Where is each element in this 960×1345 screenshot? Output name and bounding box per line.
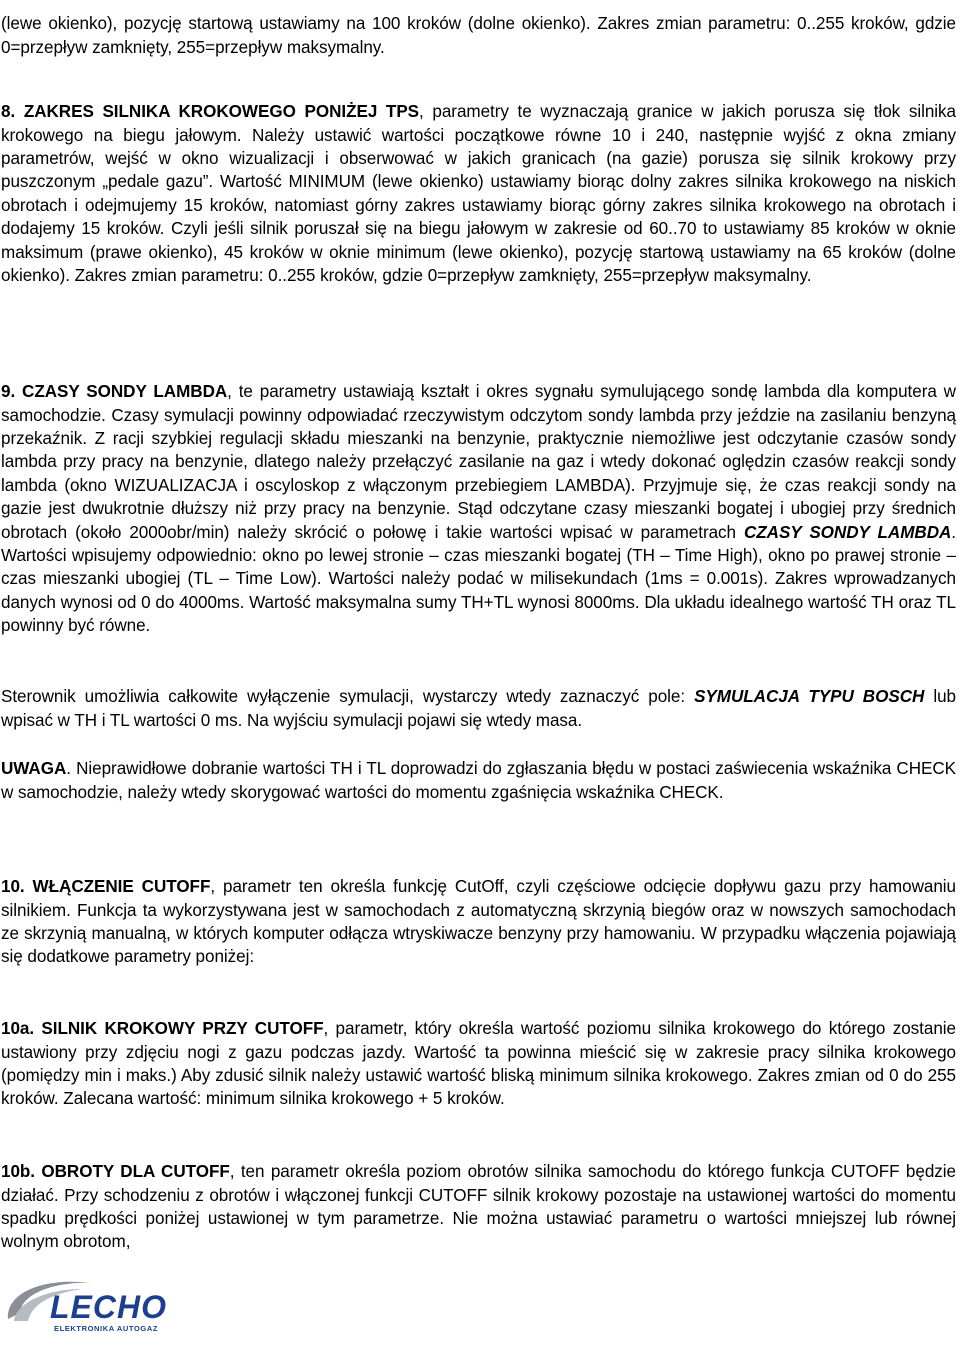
section-9-note-text-a: Sterownik umożliwia całkowite wyłączenie symulacji, wystarczy wtedy zaznaczyć pole:	[1, 687, 695, 707]
section-10b-text: , ten parametr określa poziom obrotów silnika samochodu do którego funkcja CUTOFF będzie działać. Przy schodzeniu z obrotów i włączonej funkcji CUTOFF silnik krokowy pozostaje na ustawionej wartości do momentu spadku prędkości poniżej ustawionej w tym parametrze. Nie można ustawiać parametru o wartości mniejszej lub równej wolnym obrotom,	[1, 1162, 956, 1252]
section-8	[1, 100, 956, 287]
warning-paragraph	[1, 757, 956, 804]
section-9-note-emphasis: SYMULACJA TYPU BOSCH	[694, 687, 925, 707]
section-8-text: , parametry te wyznaczają granice w jakich porusza się tłok silnika krokowego na biegu jałowym. Należy ustawić wartości początkowe równe 10 i 240, następnie wyjść z okna zmiany parametrów, wejść w okno wizualizacji i obserwować w jakich granicach (na gazie) porusza się silnik krokowy przy puszczonym „pedale gazu”. Wartość MINIMUM (lewe okienko) ustawiamy biorąc dolny zakres silnika krokowego na niskich obrotach i odejmujemy 15 kroków, natomiast górny zakres ustawiamy biorąc górny zakres silnika krokowego na obrotach i dodajemy 15 kroków. Czyli jeśli silnik poruszał się na biegu jałowym w zakresie od 60..70 to ustawiamy 85 kroków w oknie maksimum (prawe okienko), 45 kroków w oknie minimum (lewe okienko), pozycję startową ustawiamy na 65 kroków (dolne okienko). Zakres zmian parametru: 0..255 kroków, gdzie 0=przepływ zamknięty, 255=przepływ maksymalny.	[1, 102, 956, 285]
section-8-heading: 8. ZAKRES SILNIKA KROKOWEGO PONIŻEJ TPS	[1, 102, 420, 122]
section-10-heading: 10. WŁĄCZENIE CUTOFF	[1, 877, 211, 897]
logo-wordmark: LECHO	[50, 1289, 167, 1325]
paragraph-text: (lewe okienko), pozycję startową ustawiamy na 100 kroków (dolne okienko). Zakres zmian parametru: 0..255 kroków, gdzie 0=przepływ zamknięty, 255=przepływ maksymalny.	[1, 14, 956, 57]
paragraph-intro	[1, 12, 956, 59]
section-10a-heading: 10a. SILNIK KROKOWY PRZY CUTOFF	[1, 1019, 324, 1039]
section-10-text: , parametr ten określa funkcję CutOff, czyli częściowe odcięcie dopływu gazu przy hamowaniu silnikiem. Funkcja ta wykorzystywana jest w samochodach z automatyczną skrzynią biegów oraz w nowszych samochodach ze skrzynią manualną, w których komputer odłącza wtryskiwacze benzyny przy hamowaniu. W przypadku włączenia pojawiają się dodatkowe parametry poniżej:	[1, 877, 956, 967]
logo-tagline: ELEKTRONIKA AUTOGAZ	[54, 1324, 159, 1333]
section-9-text-a: , te parametry ustawiają kształt i okres sygnału symulującego sondę lambda dla komputera w samochodzie. Czasy symulacji powinny odpowiadać rzeczywistym odczytom sondy lambda przy jeździe na zasilaniu benzyną przekaźnik. Z racji szybkiej regulacji składu mieszanki na benzynie, praktycznie niemożliwe jest odczytanie czasów sondy lambda przy pracy na benzynie, dlatego należy przełączyć zasilanie na gaz i wtedy dokonać oględzin czasów reakcji sondy lambda (okno WIZUALIZACJA i oscyloskop z włączonym przebiegiem LAMBDA). Przyjmuje się, że czas reakcji sondy na gazie jest dwukrotnie dłuższy niż przy pracy na benzynie. Stąd odczytane czasy mieszanki bogatej i ubogiej przy średnich obrotach (około 2000obr/min) należy skrócić o połowę i takie wartości wpisać w parametrach	[1, 382, 956, 542]
warning-text: . Nieprawidłowe dobranie wartości TH i TL doprowadzi do zgłaszania błędu w postaci zaświecenia wskaźnika CHECK w samochodzie, należy wtedy skorygować wartości do momentu zgaśnięcia wskaźnika CHECK.	[1, 759, 956, 802]
section-10a-text: , parametr, który określa wartość poziomu silnika krokowego do którego zostanie ustawiony przy zdjęciu nogi z gazu podczas jazdy. Wartość ta powinna mieścić się w zakresie pracy silnika krokowego (pomiędzy min i maks.) Aby zdusić silnik należy ustawić wartość bliską minimum silnika krokowego. Zakres zmian od 0 do 255 kroków. Zalecana wartość: minimum silnika krokowego + 5 kroków.	[1, 1019, 956, 1109]
section-9-heading: 9. CZASY SONDY LAMBDA	[1, 382, 228, 402]
section-9-emphasis: CZASY SONDY LAMBDA	[743, 522, 952, 542]
section-10b	[1, 1160, 956, 1254]
section-10b-heading: 10b. OBROTY DLA CUTOFF	[1, 1162, 230, 1182]
section-9	[1, 380, 956, 637]
lecho-logo	[2, 1273, 174, 1341]
section-9-text-b: . Wartości wpisujemy odpowiednio: okno po lewej stronie – czas mieszanki bogatej (TH – Time High), okno po prawej stronie – czas mieszanki ubogiej (TL – Time Low). Wartości należy podać w milisekundach (1ms = 0.001s). Zakres wprowadzanych danych wynosi od 0 do 4000ms. Wartość maksymalna sumy TH+TL wynosi 8000ms. Dla układu idealnego wartość TH oraz TL powinny być równe.	[1, 522, 956, 636]
section-10	[1, 875, 956, 969]
section-9-note-text-b: lub wpisać w TH i TL wartości 0 ms. Na wyjściu symulacji pojawi się wtedy masa.	[1, 687, 956, 730]
warning-heading: UWAGA	[1, 759, 67, 779]
section-10a	[1, 1017, 956, 1111]
section-9-note	[1, 685, 956, 732]
